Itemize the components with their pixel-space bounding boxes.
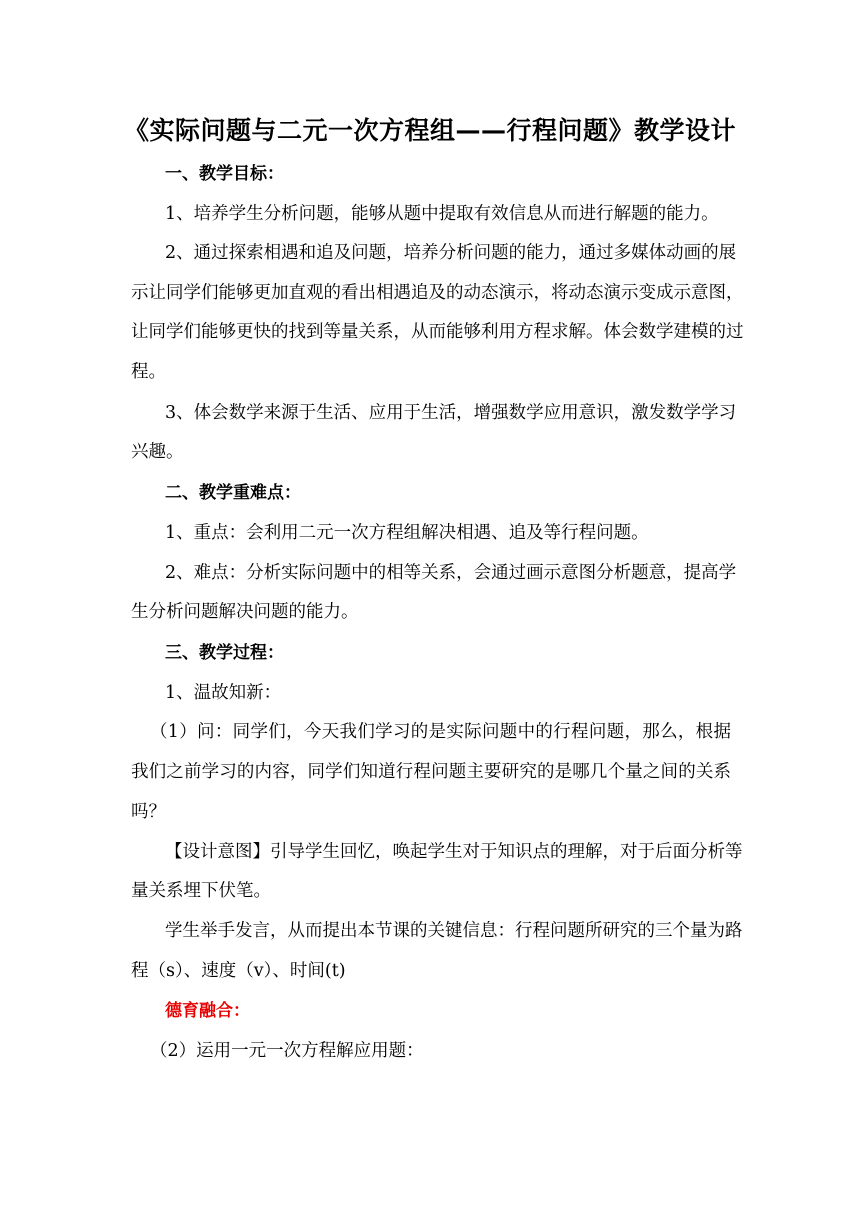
design-intent-line-2: 量关系埋下伏笔。 (131, 881, 271, 901)
objective-2-line-1: 2、通过探索相遇和追及问题，培养分析问题的能力，通过多媒体动画的展 (165, 243, 737, 263)
difficult-point-line-1: 2、难点：分析实际问题中的相等关系，会通过画示意图分析题意，提高学 (165, 563, 737, 583)
objective-3-line-1: 3、体会数学来源于生活、应用于生活，增强数学应用意识，激发数学学习 (165, 403, 737, 423)
objective-3-line-2: 兴趣。 (131, 442, 184, 462)
moral-education-heading: 德育融合： (165, 1001, 250, 1021)
student-answer-line-2: 程（s）、速度（v）、时间(t) (131, 961, 346, 981)
objective-2-line-2: 示让同学们能够更加直观的看出相遇追及的动态演示，将动态演示变成示意图， (131, 283, 744, 303)
objective-2-line-3: 让同学们能够更快的找到等量关系，从而能够利用方程求解。体会数学建模的过 (131, 322, 744, 342)
difficult-point-line-2: 生分析问题解决问题的能力。 (131, 602, 359, 622)
section-heading-key-points: 二、教学重难点： (165, 483, 301, 503)
process-step-1: 1、温故知新： (165, 683, 282, 703)
question-1-line-3: 吗？ (131, 802, 166, 822)
question-2: （2）运用一元一次方程解应用题： (150, 1041, 424, 1061)
design-intent-line-1: 【设计意图】引导学生回忆，唤起学生对于知识点的理解，对于后面分析等 (165, 842, 743, 862)
question-1-line-1: （1）问：同学们，今天我们学习的是实际问题中的行程问题，那么，根据 (150, 722, 731, 742)
section-heading-process: 三、教学过程： (165, 643, 284, 663)
student-answer-line-1: 学生举手发言，从而提出本节课的关键信息：行程问题所研究的三个量为路 (165, 921, 743, 941)
key-point-1: 1、重点：会利用二元一次方程组解决相遇、追及等行程问题。 (165, 523, 649, 543)
document-title: 《实际问题与二元一次方程组——行程问题》教学设计 (123, 116, 736, 145)
objective-2-line-4: 程。 (131, 362, 166, 382)
section-heading-objectives: 一、教学目标： (165, 164, 284, 184)
objective-1: 1、培养学生分析问题，能够从题中提取有效信息从而进行解题的能力。 (165, 204, 719, 224)
question-1-line-2: 我们之前学习的内容，同学们知道行程问题主要研究的是哪几个量之间的关系 (131, 762, 731, 782)
